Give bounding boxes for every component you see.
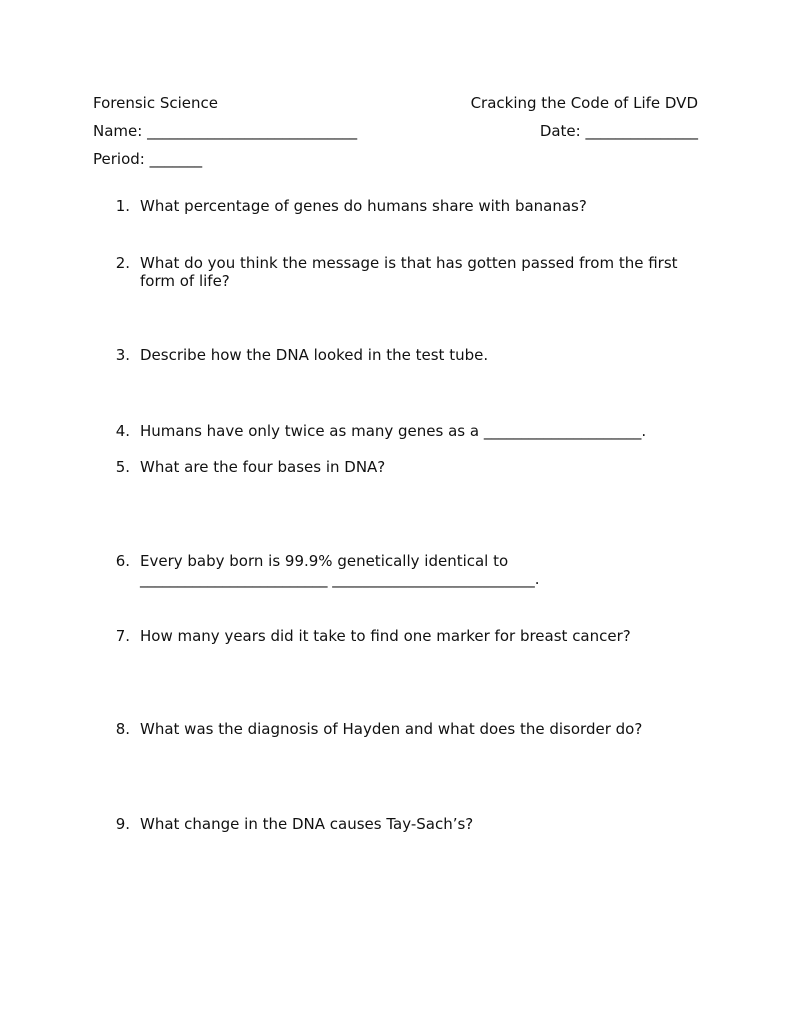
question-text: Every baby born is 99.9% genetically identical to _________________________ ___________________________. (140, 552, 540, 588)
question-text: What do you think the message is that has gotten passed from the first form of life? (140, 254, 678, 290)
question-text: What are the four bases in DNA? (140, 458, 386, 476)
question-text: What percentage of genes do humans share with bananas? (140, 197, 587, 215)
question-number: 8. (115, 720, 130, 738)
period-field: Period: _______ (93, 150, 203, 168)
question-number: 7. (115, 627, 130, 645)
question-text: How many years did it take to find one marker for breast cancer? (140, 627, 631, 645)
question-text: Humans have only twice as many genes as a _____________________. (140, 422, 647, 440)
question-number: 4. (115, 422, 130, 440)
question-number: 1. (115, 197, 130, 215)
question-number: 6. (115, 552, 130, 570)
name-field: Name: ____________________________ (93, 122, 358, 140)
question-number: 5. (115, 458, 130, 476)
date-field: Date: _______________ (539, 122, 698, 140)
question-number: 2. (115, 254, 130, 272)
question-text: What was the diagnosis of Hayden and what does the disorder do? (140, 720, 643, 738)
course-title: Forensic Science (93, 94, 218, 112)
assignment-title: Cracking the Code of Life DVD (470, 94, 698, 112)
question-text: Describe how the DNA looked in the test tube. (140, 346, 489, 364)
question-number: 3. (115, 346, 130, 364)
question-text: What change in the DNA causes Tay-Sach’s? (140, 815, 474, 833)
question-number: 9. (115, 815, 130, 833)
